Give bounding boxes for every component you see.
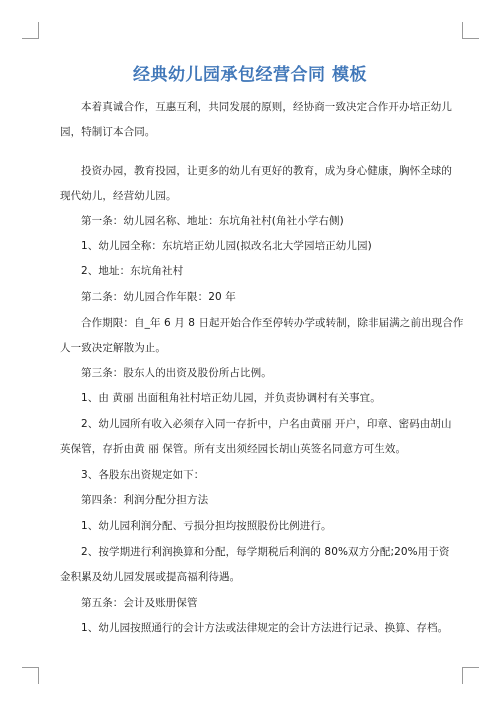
article-2-heading bbox=[60, 285, 438, 310]
paragraph-line: 1、幼儿园全称：东坑培正幼儿园(拟改名北大学园培正幼儿园) bbox=[81, 240, 372, 252]
cooperation-period bbox=[60, 311, 464, 360]
crop-mark-top-right bbox=[462, 22, 479, 39]
article-5-heading bbox=[60, 591, 438, 616]
article-3-item-2 bbox=[60, 412, 452, 461]
paragraph-line: 2、幼儿园所有收入必须存入同一存折中，户名由黄丽 开户，印章、密码由胡山 bbox=[81, 418, 452, 430]
article-4-heading bbox=[60, 488, 438, 513]
paragraph-line: 2、按学期进行利润换算和分配，每学期税后利润的 80%双方分配;20%用于资 bbox=[81, 546, 450, 558]
article-1-item-1 bbox=[60, 234, 438, 259]
paragraph-line: 第一条：幼儿园名称、地址：东坑角社村(角社小学右侧) bbox=[81, 215, 344, 227]
crop-mark-bottom-right bbox=[462, 667, 479, 684]
article-5-item-1 bbox=[60, 616, 449, 641]
paragraph-line: 现代幼儿，经营幼儿园。 bbox=[60, 189, 177, 202]
paragraph-line: 本着真诚合作，互惠互利，共同发展的原则，经协商一致决定合作开办培正幼儿 bbox=[81, 101, 452, 113]
crop-mark-bottom-left bbox=[22, 667, 39, 684]
article-3-item-1 bbox=[60, 386, 438, 411]
article-1-item-2 bbox=[60, 259, 438, 284]
paragraph-line: 投资办园，教育投园，让更多的幼儿有更好的教育，成为身心健康，胸怀全球的 bbox=[81, 165, 452, 177]
document-title: 经典幼儿园承包经营合同 模板 bbox=[133, 65, 367, 85]
article-3-heading bbox=[60, 361, 438, 386]
paragraph-line: 1、幼儿园利润分配、亏损分担均按照股份比例进行。 bbox=[81, 520, 332, 532]
article-4-item-1 bbox=[60, 514, 438, 539]
paragraph-line: 第四条：利润分配分担方法 bbox=[81, 494, 209, 506]
paragraph-line: 1、由 黄丽 出面租角社村培正幼儿园，并负责协调村有关事宜。 bbox=[81, 392, 381, 404]
paragraph-line: 2、地址：东坑角社村 bbox=[81, 265, 184, 277]
paragraph-line: 人一致决定解散为止。 bbox=[60, 341, 166, 354]
paragraph-line: 金积累及幼儿园发展或提高福利待遇。 bbox=[60, 570, 241, 583]
paragraph-line: 英保管，存折由黄 丽 保管。所有支出须经园长胡山英签名同意方可生效。 bbox=[60, 442, 407, 455]
paragraph-line: 园，特制订本合同。 bbox=[60, 125, 156, 138]
paragraph-purpose bbox=[60, 159, 452, 208]
article-1-heading bbox=[60, 209, 438, 234]
paragraph-line: 第三条：股东人的出资及股份所占比例。 bbox=[81, 367, 272, 379]
paragraph-line: 1、幼儿园按照通行的会计方法或法律规定的会计方法进行记录、换算、存档。 bbox=[81, 622, 449, 634]
crop-mark-top-left bbox=[22, 22, 39, 39]
paragraph-line: 第五条：会计及账册保管 bbox=[81, 597, 198, 609]
paragraph-intro bbox=[60, 95, 452, 144]
paragraph-line: 第二条：幼儿园合作年限：20 年 bbox=[81, 291, 236, 303]
article-4-item-2 bbox=[60, 540, 450, 589]
paragraph-line: 3、各股东出资规定如下： bbox=[81, 469, 205, 481]
paragraph-line: 合作期限：自_年 6 月 8 日起开始合作至停转办学或转制，除非届满之前出现合作 bbox=[81, 317, 464, 329]
article-3-item-3 bbox=[60, 463, 438, 488]
